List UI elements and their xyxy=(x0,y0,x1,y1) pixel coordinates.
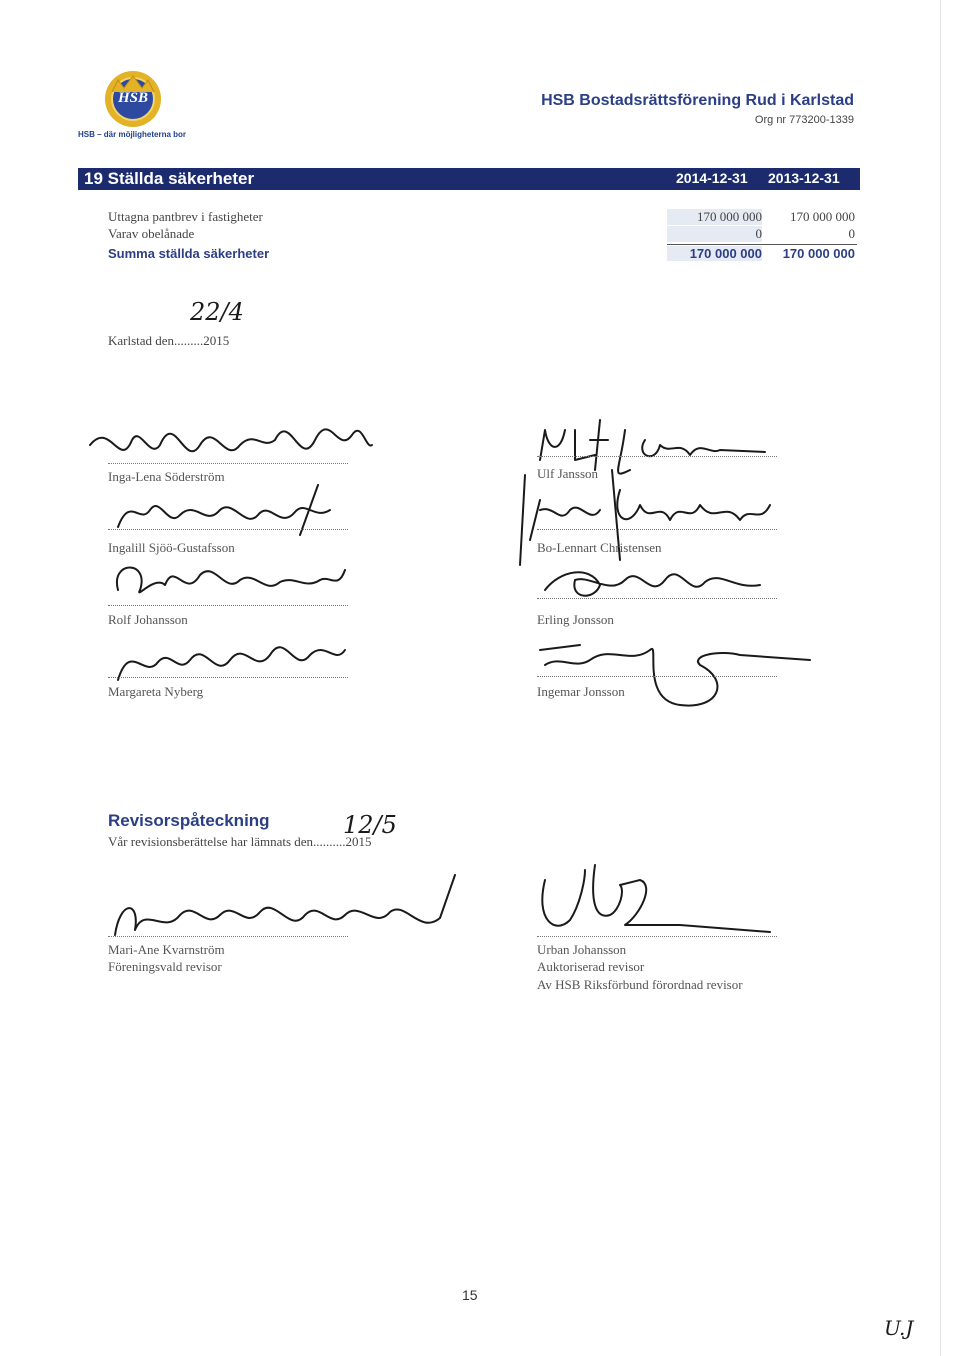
auditor-line-right xyxy=(537,936,777,937)
auditor-right-appointment: Av HSB Riksförbund förordnad revisor xyxy=(537,977,743,992)
sig-line-left-1 xyxy=(108,463,348,464)
signature-mari-ane xyxy=(115,875,455,935)
sig-line-right-4 xyxy=(537,676,777,677)
logo-tagline: HSB – där möjligheterna bor xyxy=(78,130,187,139)
column-header-2014: 2014-12-31 xyxy=(676,170,748,186)
sum-label: Summa ställda säkerheter xyxy=(108,246,270,261)
auditor-right-name: Urban Johansson xyxy=(537,942,627,957)
row-value-pantbrev-2013: 170 000 000 xyxy=(790,209,855,224)
row-label-pantbrev: Uttagna pantbrev i fastigheter xyxy=(108,209,263,224)
section-title: 19 Ställda säkerheter xyxy=(84,169,255,188)
signature-rolf xyxy=(117,568,345,593)
signature-urban xyxy=(542,865,770,932)
sig-line-left-2 xyxy=(108,529,348,530)
page-number: 15 xyxy=(462,1287,478,1303)
signature-inga-lena xyxy=(90,429,372,451)
handwritten-initials: U.J xyxy=(884,1316,914,1340)
signatory-name: Erling Jonsson xyxy=(537,612,614,627)
signatory-name: Ingemar Jonsson xyxy=(537,684,625,699)
auditor-left-name: Mari-Ane Kvarnström xyxy=(108,942,225,957)
row-value-obelanade-2013: 0 xyxy=(848,226,855,241)
revision-handwritten-date: 12/5 xyxy=(343,811,397,839)
logo-text: HSB xyxy=(117,90,148,106)
row-value-pantbrev-2014: 170 000 000 xyxy=(667,209,762,225)
column-header-2013: 2013-12-31 xyxy=(768,170,840,186)
row-label-obelanade: Varav obelånade xyxy=(108,226,195,241)
sig-line-right-3 xyxy=(537,598,777,599)
signatory-name: Inga-Lena Söderström xyxy=(108,469,225,484)
sig-line-left-3 xyxy=(108,605,348,606)
sig-line-right-2 xyxy=(537,529,777,530)
org-number: Org nr 773200-1339 xyxy=(754,114,854,126)
signatory-name: Rolf Johansson xyxy=(108,612,188,627)
auditor-right-role: Auktoriserad revisor xyxy=(537,959,645,974)
sum-value-2014: 170 000 000 xyxy=(667,246,762,261)
signature-bo-lennart xyxy=(530,490,770,540)
sig-line-left-4 xyxy=(108,677,348,678)
handwritten-date: 22/4 xyxy=(190,298,244,326)
scan-edge-line xyxy=(940,0,941,1356)
sig-line-right-1 xyxy=(537,456,777,457)
revision-statement: Vår revisionsberättelse har lämnats den..........2015 xyxy=(108,834,372,849)
auditor-left-role: Föreningsvald revisor xyxy=(108,959,222,974)
signatory-name: Ingalill Sjöö-Gustafsson xyxy=(108,540,235,555)
row-value-obelanade-2014: 0 xyxy=(667,226,762,242)
revision-title: Revisorspåteckning xyxy=(108,811,270,830)
signatory-name: Ulf Jansson xyxy=(537,466,599,481)
signature-erling xyxy=(545,572,760,595)
signatory-name: Bo-Lennart Christensen xyxy=(537,540,662,555)
auditor-line-left xyxy=(108,936,348,937)
signatory-name: Margareta Nyberg xyxy=(108,684,204,699)
org-name: HSB Bostadsrättsförening Rud i Karlstad xyxy=(541,92,854,109)
signature-margareta xyxy=(118,647,345,680)
date-line: Karlstad den.........2015 xyxy=(108,333,230,348)
sum-value-2013: 170 000 000 xyxy=(782,246,855,261)
signature-ingalill xyxy=(118,485,330,535)
